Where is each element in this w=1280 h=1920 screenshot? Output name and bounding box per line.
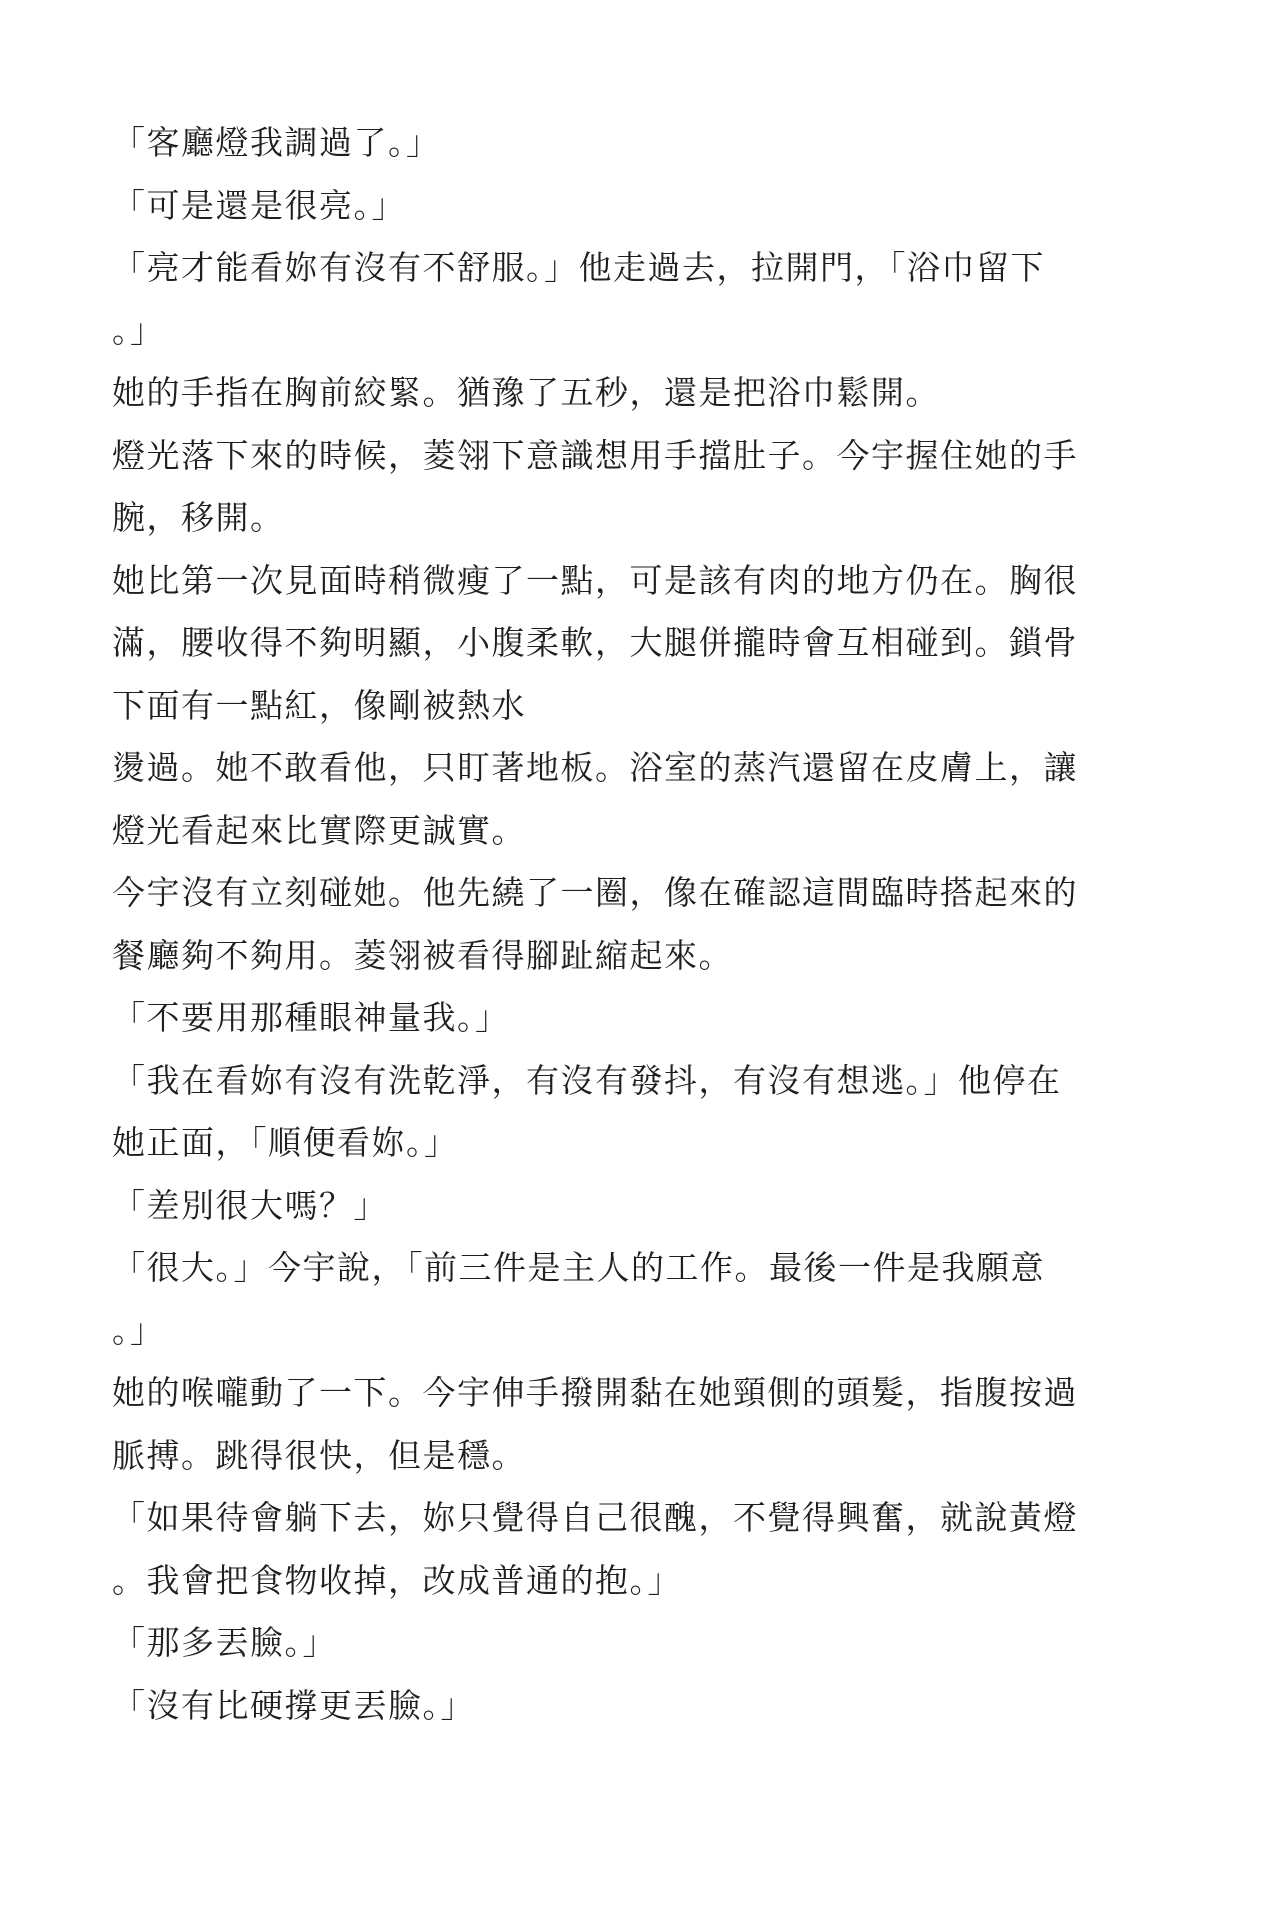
- text-line: 她正面，「順便看妳。」: [112, 1123, 459, 1162]
- text-line: 「可是還是很亮。」: [112, 185, 406, 225]
- text-line: 「那多丟臉。」: [112, 1623, 337, 1662]
- text-line: 她的喉嚨動了一下。今宇伸手撥開黏在她頸側的頭髮，指腹按過: [112, 1373, 1078, 1412]
- text-line: 「差別很大嗎？」: [112, 1185, 388, 1225]
- text-line: 「我在看妳有沒有洗乾淨，有沒有發抖，有沒有想逃。」他停在: [112, 1060, 1062, 1100]
- text-line: 她的手指在胸前絞緊。猶豫了五秒，還是把浴巾鬆開。: [112, 373, 940, 412]
- text-line: 她比第一次見面時稍微瘦了一點，可是該有肉的地方仍在。胸很: [112, 560, 1078, 600]
- text-line: 「如果待會躺下去，妳只覺得自己很醜，不覺得興奮，就說黃燈: [112, 1498, 1078, 1537]
- text-line: 。我會把食物收掉，改成普通的抱。」: [112, 1560, 682, 1600]
- text-line: 脈搏。跳得很快，但是穩。: [112, 1435, 526, 1475]
- text-line: 。」: [112, 310, 165, 350]
- text-line: 燙過。她不敢看他，只盯著地板。浴室的蒸汽還留在皮膚上，讓: [112, 748, 1078, 787]
- text-line: 腕，移開。: [112, 498, 285, 537]
- text-line: 下面有一點紅，像剛被熱水: [112, 685, 526, 725]
- text-line: 「客廳燈我調過了。」: [112, 123, 441, 162]
- document-body: [112, 112, 1168, 1737]
- text-line: 「亮才能看妳有沒有不舒服。」他走過去，拉開門，「浴巾留下: [112, 248, 1045, 287]
- text-line: 今宇沒有立刻碰她。他先繞了一圈，像在確認這間臨時搭起來的: [112, 873, 1078, 912]
- text-line: 滿，腰收得不夠明顯，小腹柔軟，大腿併攏時會互相碰到。鎖骨: [112, 623, 1078, 662]
- text-line: 餐廳夠不夠用。菱翎被看得腳趾縮起來。: [112, 935, 733, 975]
- text-line: 「不要用那種眼神量我。」: [112, 998, 510, 1037]
- text-line: 「沒有比硬撐更丟臉。」: [112, 1685, 475, 1725]
- text-line: 燈光落下來的時候，菱翎下意識想用手擋肚子。今宇握住她的手: [112, 435, 1078, 475]
- text-line: 。」: [112, 1310, 165, 1350]
- text-line: 「很大。」今宇說，「前三件是主人的工作。最後一件是我願意: [112, 1248, 1045, 1287]
- text-line: 燈光看起來比實際更誠實。: [112, 810, 526, 850]
